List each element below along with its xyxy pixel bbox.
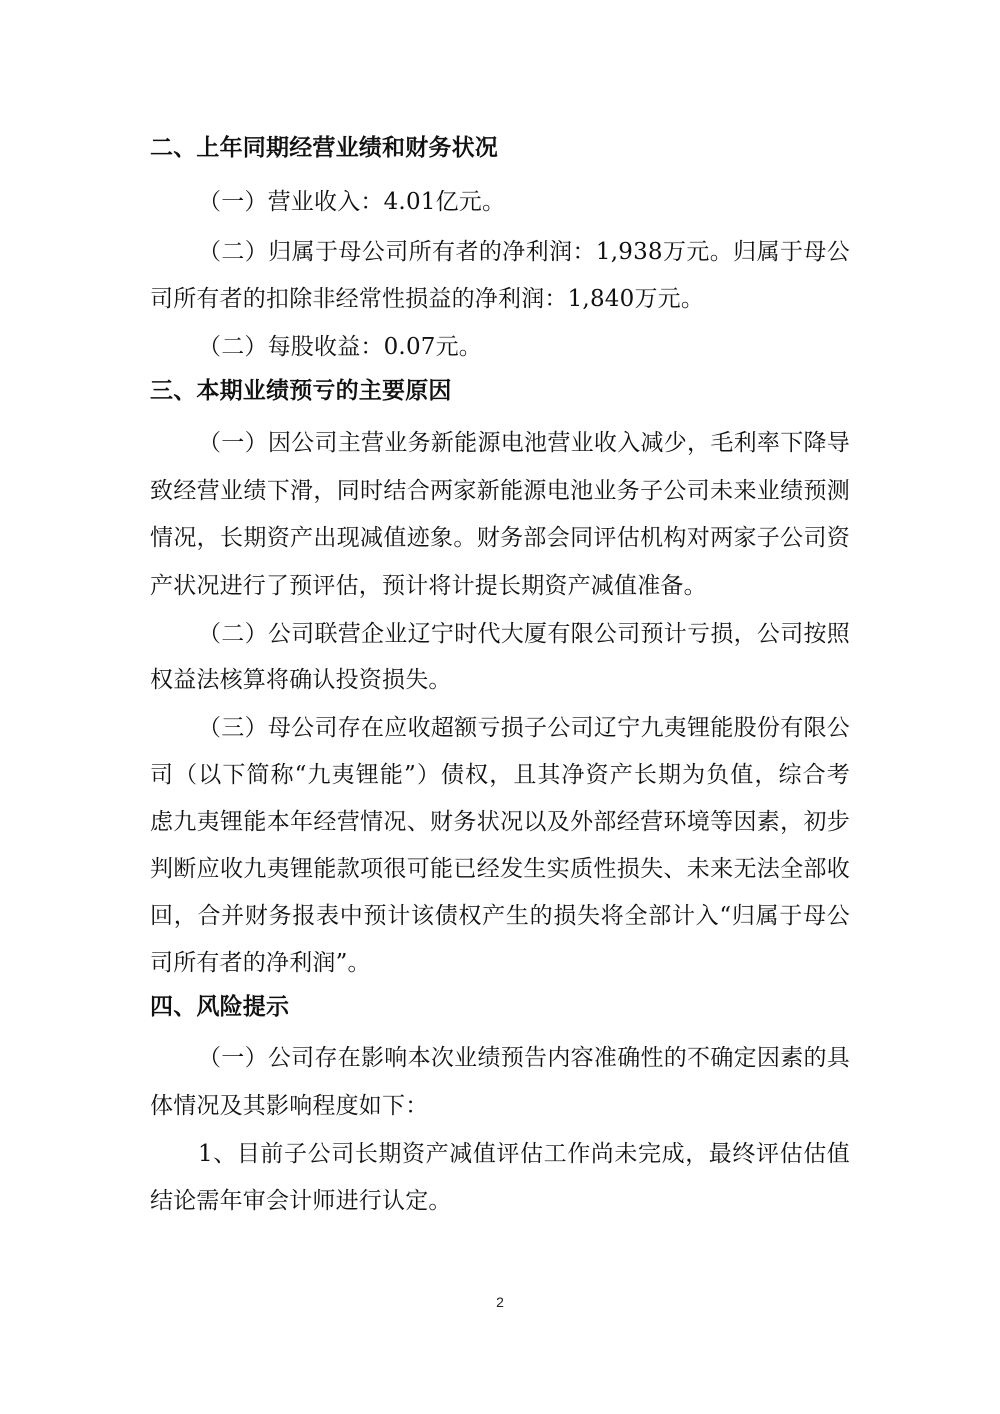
risk-1-line-1: （一）公司存在影响本次业绩预告内容准确性的不确定因素的具 bbox=[198, 1045, 850, 1071]
reason-3-line-1: （三）母公司存在应收超额亏损子公司辽宁九夷锂能股份有限公 bbox=[198, 715, 850, 741]
section-heading-loss-reasons: 三、本期业绩预亏的主要原因 bbox=[150, 378, 452, 404]
reason-3-line-6: 司所有者的净利润”。 bbox=[150, 950, 371, 976]
reason-3-line-4: 判断应收九夷锂能款项很可能已经发生实质性损失、未来无法全部收 bbox=[150, 856, 850, 882]
reason-1-line-4: 产状况进行了预评估，预计将计提长期资产减值准备。 bbox=[150, 573, 707, 599]
reason-2-line-1: （二）公司联营企业辽宁时代大厦有限公司预计亏损，公司按照 bbox=[198, 621, 850, 647]
paragraph-net-profit-line-1: （二）归属于母公司所有者的净利润：1,938万元。归属于母公 bbox=[198, 239, 850, 265]
reason-3-line-3: 虑九夷锂能本年经营情况、财务状况以及外部经营环境等因素，初步 bbox=[150, 809, 850, 835]
reason-1-line-1: （一）因公司主营业务新能源电池营业收入减少，毛利率下降导 bbox=[198, 430, 850, 456]
risk-1-line-2: 体情况及其影响程度如下： bbox=[150, 1093, 429, 1119]
risk-1-item-1-line-2: 结论需年审会计师进行认定。 bbox=[150, 1188, 452, 1214]
risk-1-item-1-line-1: 1、目前子公司长期资产减值评估工作尚未完成，最终评估估值 bbox=[198, 1141, 850, 1167]
paragraph-eps: （二）每股收益：0.07元。 bbox=[198, 334, 483, 360]
paragraph-revenue: （一）营业收入：4.01亿元。 bbox=[198, 189, 506, 215]
paragraph-net-profit-line-2: 司所有者的扣除非经常性损益的净利润：1,840万元。 bbox=[150, 286, 705, 312]
section-heading-risk-warning: 四、风险提示 bbox=[150, 994, 290, 1020]
reason-3-line-5: 回，合并财务报表中预计该债权产生的损失将全部计入“归属于母公 bbox=[150, 903, 850, 929]
reason-3-line-2: 司（以下简称“九夷锂能”）债权，且其净资产长期为负值，综合考 bbox=[150, 762, 850, 788]
reason-2-line-2: 权益法核算将确认投资损失。 bbox=[150, 667, 452, 693]
page-number: 2 bbox=[496, 1294, 504, 1310]
reason-1-line-2: 致经营业绩下滑，同时结合两家新能源电池业务子公司未来业绩预测 bbox=[150, 478, 850, 504]
section-heading-prior-year: 二、上年同期经营业绩和财务状况 bbox=[150, 135, 498, 161]
reason-1-line-3: 情况，长期资产出现减值迹象。财务部会同评估机构对两家子公司资 bbox=[150, 525, 850, 551]
